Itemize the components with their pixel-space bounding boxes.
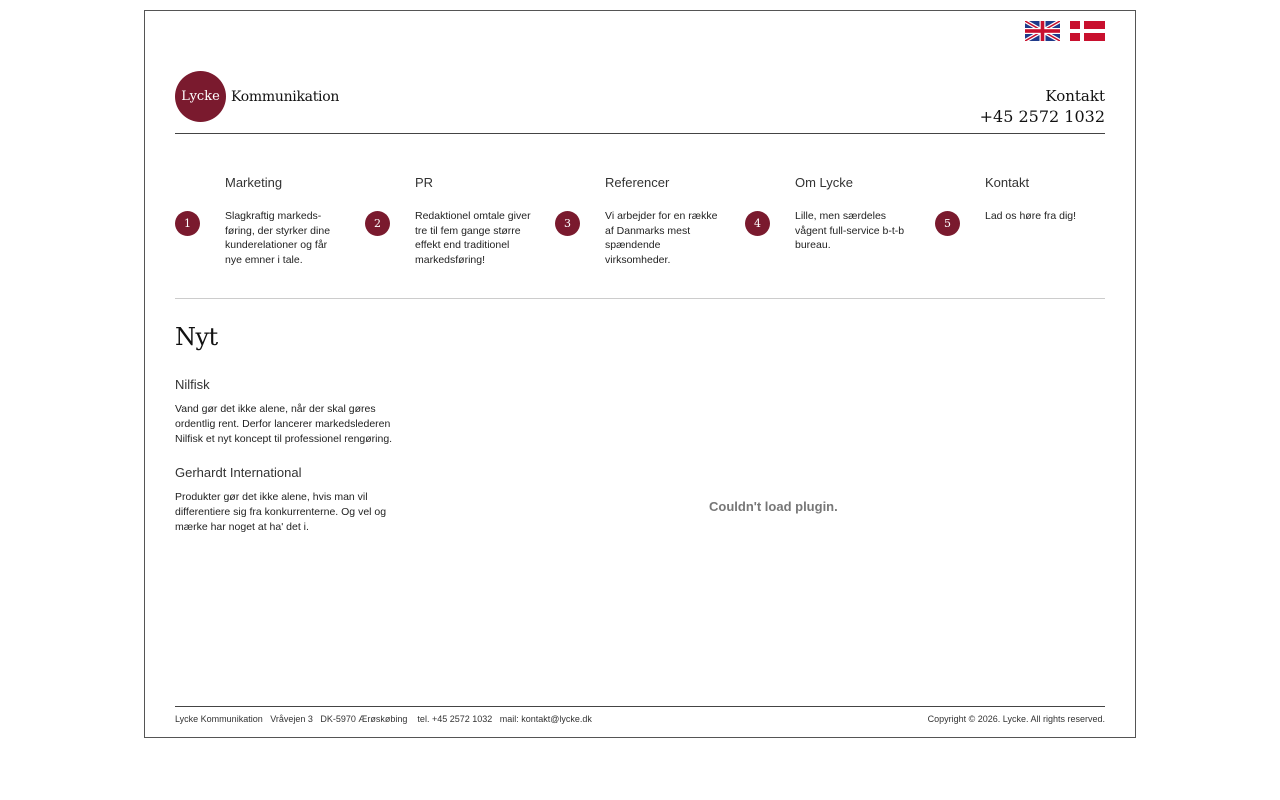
nav-item-kontakt[interactable]: [935, 173, 1125, 283]
plugin-error-message: Couldn't load plugin.: [709, 499, 838, 514]
nav-item-description: Slagkraftig markeds-føring, der styrker dine kunderelationer og får nye emner i tale.: [225, 210, 331, 266]
nav-item-title[interactable]: Om Lycke: [795, 175, 854, 190]
danish-flag-icon[interactable]: [1070, 21, 1105, 41]
nav-item-pr[interactable]: [365, 173, 555, 283]
header-divider: [175, 133, 1105, 134]
nav-item-title[interactable]: PR: [415, 175, 434, 190]
footer-copyright: Copyright © 2026. Lycke. All rights reserved.: [927, 714, 1105, 724]
english-flag-icon[interactable]: [1025, 21, 1060, 41]
nav-number-badge[interactable]: 3: [555, 211, 580, 236]
header-contact-phone: +45 2572 1032: [979, 107, 1105, 126]
news-item-title[interactable]: Gerhardt International: [175, 465, 302, 480]
news-heading: Nyt: [175, 323, 218, 351]
logo-wordmark: Kommunikation: [231, 88, 340, 105]
nav-item-title[interactable]: Marketing: [225, 175, 283, 190]
nav-item-referencer[interactable]: [555, 173, 745, 283]
news-item-text: Produkter gør det ikke alene, hvis man vil differentiere sig fra konkurrenterne. Og vel og mærke har noget at ha' det i.: [175, 491, 387, 533]
nav-item-description: Lille, men særdeles vågent full-service b-t-b bureau.: [795, 210, 905, 252]
nav-number-badge[interactable]: 1: [175, 211, 200, 236]
nav-item-description: Vi arbejder for en række af Danmarks mest spændende virksomheder.: [605, 210, 718, 266]
news-item-title[interactable]: Nilfisk: [175, 377, 210, 392]
nav-divider: [175, 298, 1105, 299]
header-contact-title: Kontakt: [1045, 87, 1105, 105]
nav-item-om-lycke[interactable]: [745, 173, 935, 283]
footer-address: Lycke Kommunikation Vråvejen 3 DK-5970 Ærøskøbing tel. +45 2572 1032 mail: kontakt@lycke.dk: [175, 714, 592, 724]
nav-item-title[interactable]: Referencer: [605, 175, 670, 190]
nav-number-badge[interactable]: 5: [935, 211, 960, 236]
footer-divider: [175, 706, 1105, 707]
nav-number-badge[interactable]: 2: [365, 211, 390, 236]
main-navigation: [175, 173, 1105, 283]
header-contact[interactable]: [980, 86, 1105, 128]
nav-item-title[interactable]: Kontakt: [985, 175, 1030, 190]
language-switcher: [1025, 21, 1105, 41]
logo-circle: Lycke: [175, 71, 226, 122]
page-frame: [144, 10, 1136, 738]
nav-item-description: Redaktionel omtale giver tre til fem gange større effekt end traditionel markedsføring!: [415, 210, 531, 266]
nav-item-description: Lad os høre fra dig!: [985, 210, 1077, 222]
nav-item-marketing[interactable]: [175, 173, 365, 283]
nav-number-badge[interactable]: 4: [745, 211, 770, 236]
news-item-text: Vand gør det ikke alene, når der skal gøres ordentlig rent. Derfor lancerer markedslederen Nilfisk et nyt koncept til professionel rengøring.: [175, 403, 393, 445]
logo[interactable]: [175, 71, 339, 122]
